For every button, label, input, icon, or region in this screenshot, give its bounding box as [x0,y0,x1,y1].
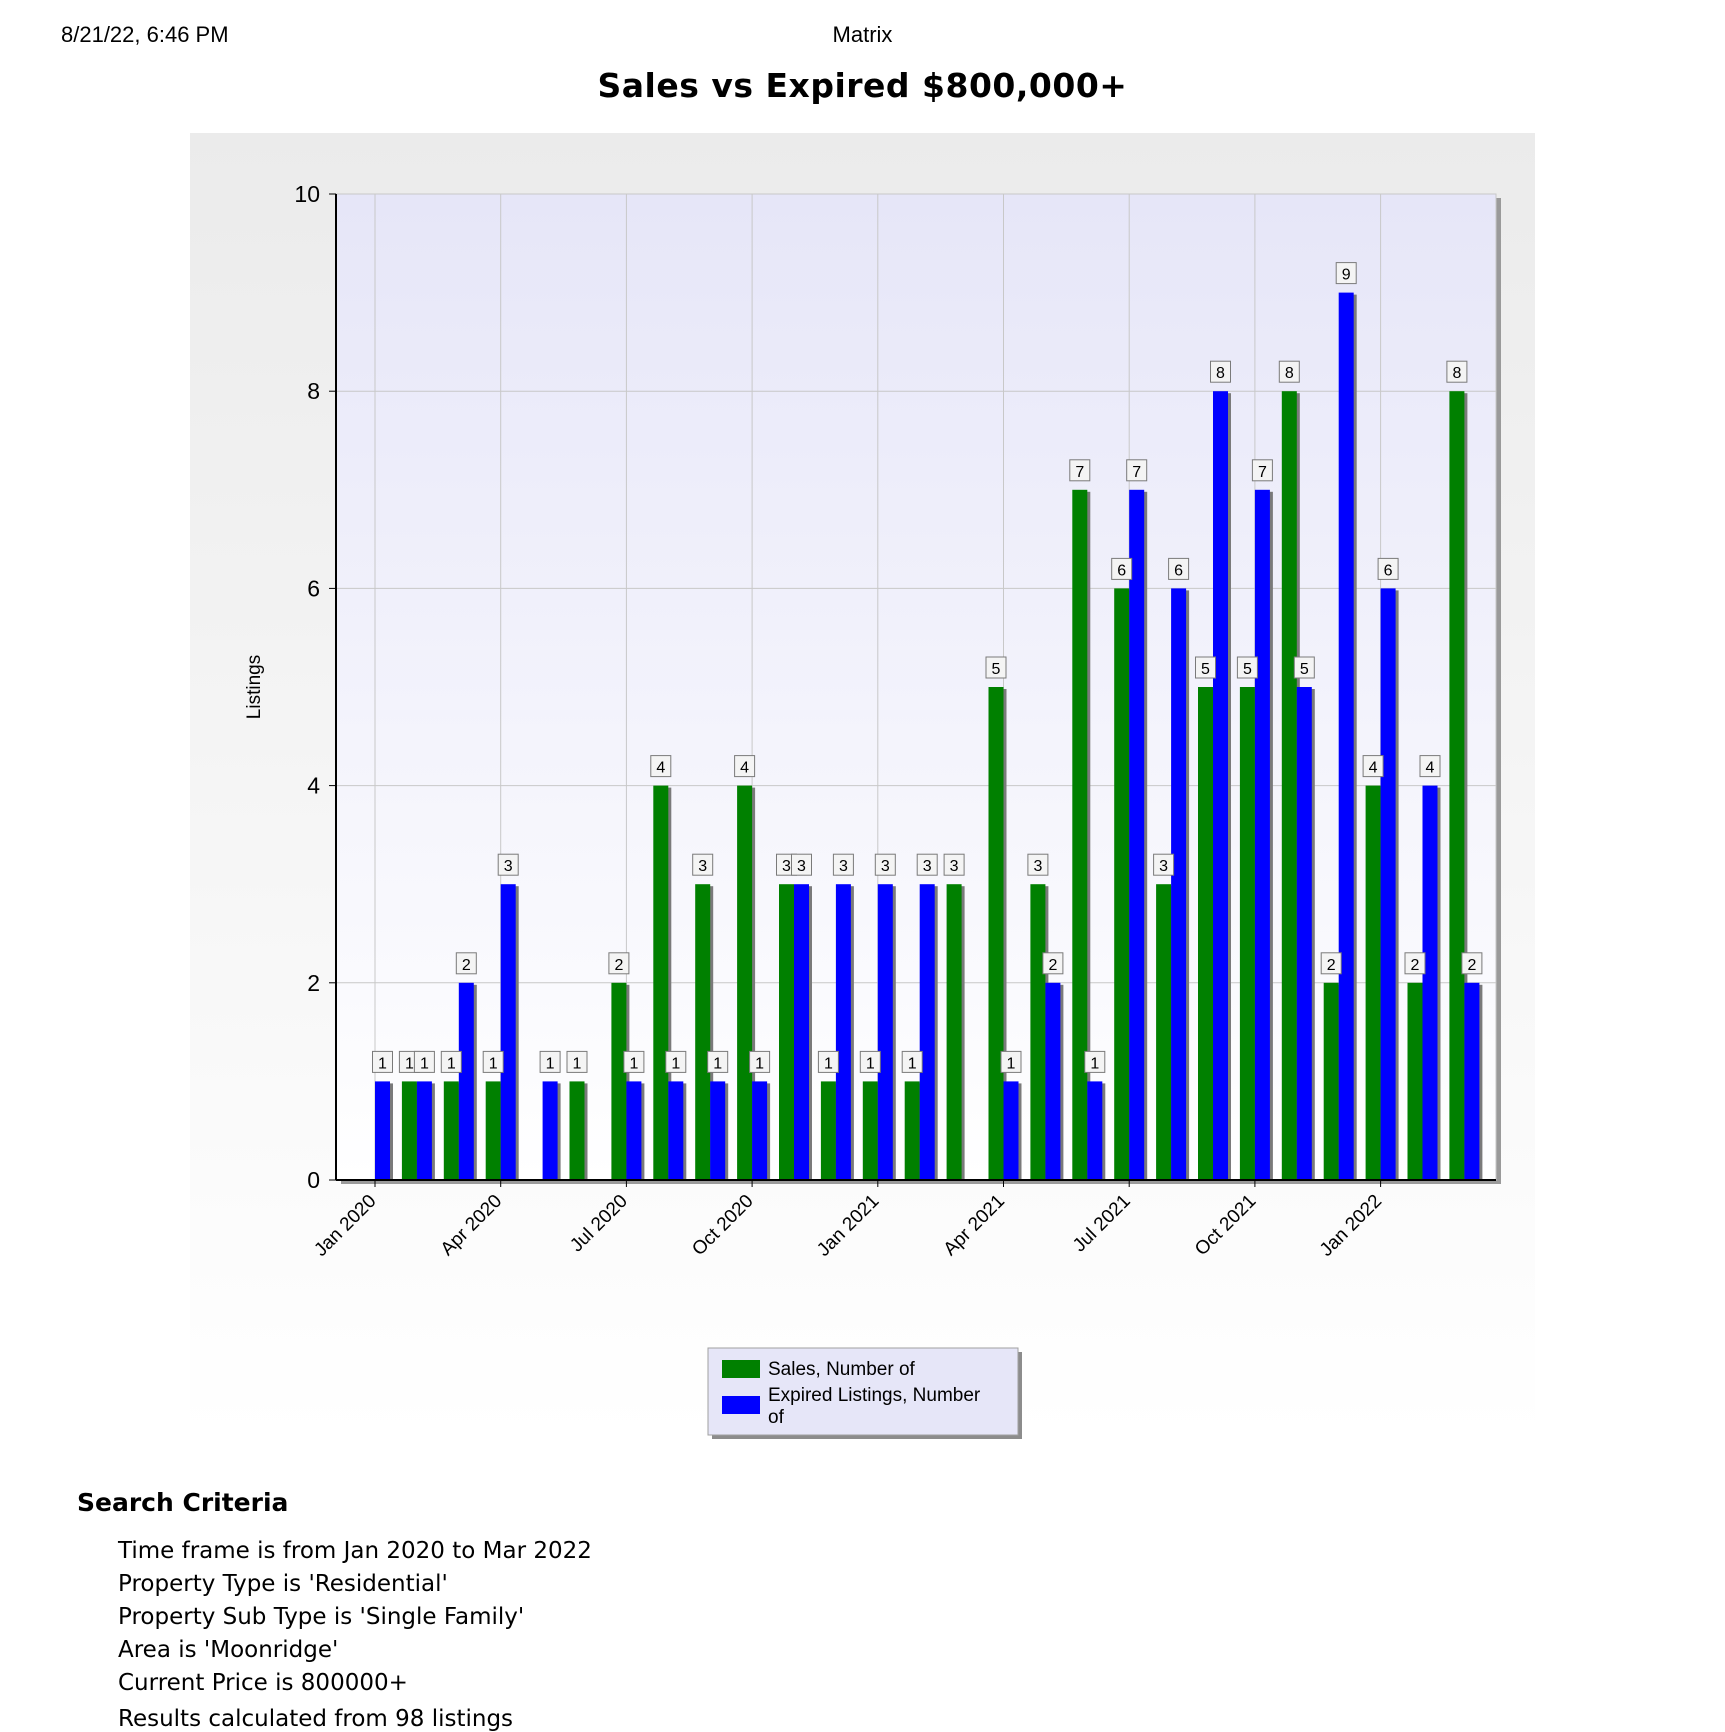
criteria-item: Area is 'Moonridge' [118,1637,339,1663]
bar-expired [710,1081,725,1180]
data-label: 1 [446,1055,456,1073]
data-label: 1 [378,1055,387,1073]
data-label: 3 [922,858,932,876]
data-label: 1 [404,1055,414,1073]
bar-expired [836,884,851,1180]
data-label: 5 [1242,661,1252,678]
bar-expired [1464,983,1479,1180]
x-tick-label: Oct 2021 [1191,1190,1261,1261]
y-tick-label: 8 [307,378,320,405]
data-label: 1 [1006,1055,1016,1073]
bar-sales [570,1081,585,1180]
criteria-item: Property Type is 'Residential' [118,1571,448,1597]
bar-expired [459,983,474,1180]
y-tick-label: 4 [307,772,320,799]
x-tick-label: Jul 2021 [1069,1190,1135,1257]
bar-expired [1255,490,1270,1180]
y-axis-label: Listings [244,654,265,720]
data-label: 1 [755,1055,765,1073]
bar-expired [878,884,893,1180]
y-tick-label: 0 [307,1167,320,1193]
x-tick-label: Apr 2021 [939,1190,1010,1261]
data-label: 3 [880,858,890,876]
data-label: 4 [656,759,666,777]
legend-label-sales: Sales, Number of [768,1359,915,1380]
bar-sales [1282,391,1297,1180]
bar-sales [444,1081,459,1180]
bar-sales [1449,391,1464,1180]
data-label: 2 [1410,956,1420,974]
y-tick-label: 10 [294,181,320,207]
data-label: 2 [1048,956,1058,974]
data-label: 3 [1033,858,1043,876]
bar-sales [486,1081,501,1180]
data-label: 5 [991,661,1001,678]
bar-expired [1423,786,1438,1180]
data-label: 7 [1257,463,1267,481]
data-label: 9 [1341,266,1351,284]
bar-expired [668,1081,683,1180]
data-label: 5 [1201,661,1210,678]
bar-sales [989,687,1004,1180]
bar-expired [1339,293,1354,1180]
bar-expired [1087,1081,1102,1180]
data-label: 3 [698,858,708,876]
data-label: 2 [1467,956,1477,974]
data-label: 4 [740,759,750,777]
bar-expired [417,1081,432,1180]
data-label: 3 [797,858,806,876]
data-label: 5 [1299,661,1309,678]
x-tick-label: Jul 2020 [566,1190,632,1257]
data-label: 3 [782,858,791,876]
data-label: 1 [1090,1055,1100,1073]
bar-expired [752,1081,767,1180]
data-label: 1 [671,1055,681,1073]
bar-expired [501,884,516,1180]
x-tick-label: Jan 2020 [310,1190,381,1261]
data-label: 1 [713,1055,723,1073]
bar-sales [863,1081,878,1180]
data-label: 6 [1174,562,1184,580]
legend-swatch-sales [722,1360,760,1378]
data-label: 4 [1368,759,1378,777]
data-label: 3 [503,858,513,876]
data-label: 1 [572,1055,582,1073]
bar-sales [1030,884,1045,1180]
criteria-title: Search Criteria [77,1488,289,1517]
bar-sales [1408,983,1423,1180]
report-title: Sales vs Expired $800,000+ [597,66,1128,105]
bar-sales [1240,687,1255,1180]
legend [708,1348,1022,1439]
data-label: 2 [1326,956,1336,974]
bar-expired [1129,490,1144,1180]
bar-sales [1156,884,1171,1180]
criteria-item: Property Sub Type is 'Single Family' [118,1604,525,1630]
bar-sales [402,1081,417,1180]
data-label: 4 [1425,759,1435,777]
data-label: 1 [629,1055,639,1073]
data-label: 1 [865,1055,875,1073]
data-label: 8 [1452,365,1462,383]
bar-sales [1114,588,1129,1180]
bar-sales [1198,687,1213,1180]
bar-sales [947,884,962,1180]
x-tick-label: Jan 2021 [813,1190,884,1261]
data-label: 8 [1284,365,1294,383]
data-label: 2 [461,956,471,974]
data-label: 3 [949,858,959,876]
bar-expired [543,1081,558,1180]
bar-sales [1072,490,1087,1180]
criteria-list [118,1535,592,1700]
bar-sales [905,1081,920,1180]
data-label: 3 [1159,858,1169,876]
bar-sales [821,1081,836,1180]
x-tick-label: Jan 2022 [1315,1190,1387,1261]
bar-expired [920,884,935,1180]
x-tick-label: Apr 2020 [436,1190,507,1261]
legend-swatch-expired [722,1396,760,1414]
bar-expired [794,884,809,1180]
bar-sales [779,884,794,1180]
bar-sales [611,983,626,1180]
y-tick-label: 6 [307,575,320,602]
data-label: 2 [614,956,624,974]
bar-expired [1171,588,1186,1180]
data-label: 8 [1216,365,1225,383]
bar-expired [1297,687,1312,1180]
legend-label-expired: Expired Listings, Number of [768,1385,981,1428]
data-label: 6 [1383,562,1393,580]
data-label: 1 [419,1055,429,1073]
bar-expired [1381,588,1396,1180]
data-label: 1 [488,1055,498,1073]
bar-expired [626,1081,641,1180]
bar-sales [737,786,752,1180]
data-label: 3 [838,858,848,876]
criteria-item: Time frame is from Jan 2020 to Mar 2022 [118,1538,592,1564]
bar-expired [1213,391,1228,1180]
bar-sales [695,884,710,1180]
data-label: 1 [823,1055,833,1073]
data-label: 1 [545,1055,555,1073]
bar-expired [1004,1081,1019,1180]
data-label: 7 [1132,463,1142,481]
bar-sales [1324,983,1339,1180]
print-datetime: 8/21/22, 6:46 PM [61,22,229,47]
app-name: Matrix [832,22,893,47]
x-tick-label: Oct 2020 [688,1190,758,1261]
criteria-item: Current Price is 800000+ [118,1670,408,1696]
bar-expired [375,1081,390,1180]
bar-expired [1045,983,1060,1180]
criteria-footer: Results calculated from 98 listings [118,1706,514,1732]
data-label: 7 [1075,463,1085,481]
data-label: 1 [907,1055,917,1073]
y-tick-label: 2 [307,969,320,996]
bar-sales [653,786,668,1180]
data-label: 6 [1117,562,1127,580]
bar-sales [1366,786,1381,1180]
